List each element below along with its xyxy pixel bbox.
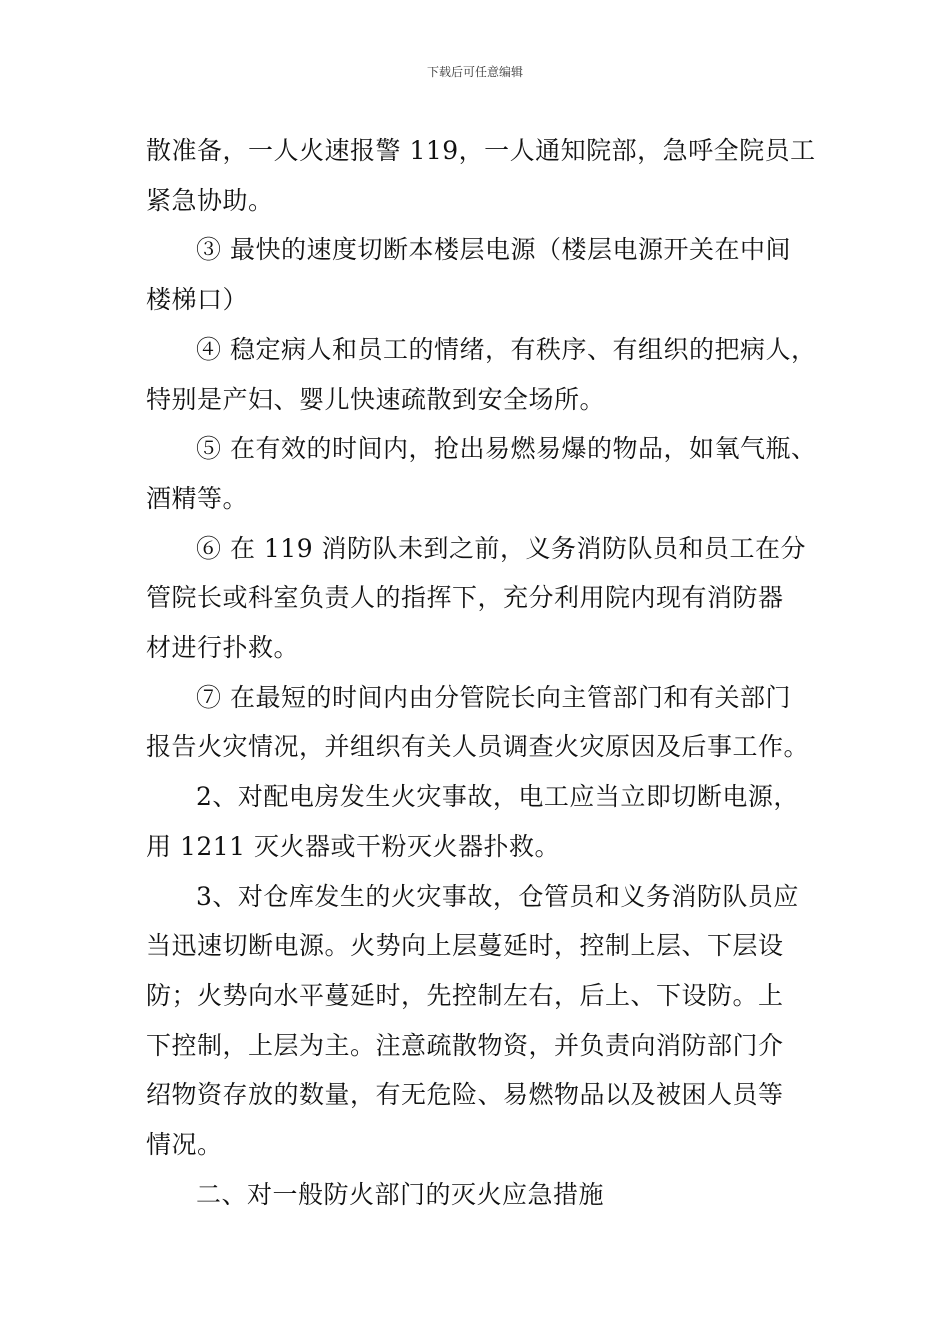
paragraph	[146, 772, 814, 871]
paragraph-line: ⑦ 在最短的时间内由分管院长向主管部门和有关部门	[196, 682, 791, 712]
paragraph-line: 管院长或科室负责人的指挥下，充分利用院内现有消防器	[146, 583, 784, 613]
paragraph-line: 特别是产妇、婴儿快速疏散到安全场所。	[146, 384, 606, 414]
paragraph-line: 情况。	[146, 1130, 223, 1160]
page-header-note: 下载后可任意编辑	[426, 65, 523, 79]
paragraph-line: 绍物资存放的数量，有无危险、易燃物品以及被困人员等	[146, 1080, 784, 1110]
paragraph-line: 用 1211 灭火器或干粉灭火器扑救。	[146, 831, 561, 861]
document-body	[146, 126, 817, 1219]
paragraph	[146, 126, 814, 225]
paragraph-line: ④ 稳定病人和员工的情绪，有秩序、有组织的把病人，	[196, 334, 817, 364]
paragraph	[146, 673, 814, 772]
paragraph-line: 下控制，上层为主。注意疏散物资，并负责向消防部门介	[146, 1030, 784, 1060]
paragraph	[146, 1170, 814, 1220]
paragraph-line: 防；火势向水平蔓延时，先控制左右，后上、下设防。上	[146, 980, 784, 1010]
paragraph-line: 2、对配电房发生火灾事故，电工应当立即切断电源，	[196, 782, 799, 812]
paragraph-line: 当迅速切断电源。火势向上层蔓延时，控制上层、下层设	[146, 931, 784, 961]
paragraph-line: 材进行扑救。	[146, 633, 300, 663]
paragraph	[146, 872, 814, 1170]
paragraph-line: 楼梯口）	[146, 285, 249, 315]
paragraph	[146, 325, 817, 424]
paragraph-line: ⑤ 在有效的时间内，抢出易燃易爆的物品，如氧气瓶、	[196, 434, 817, 464]
paragraph-line: 散准备，一人火速报警 119，一人通知院部，急呼全院员工	[146, 136, 816, 165]
paragraph-line: 紧急协助。	[146, 185, 274, 215]
paragraph-line: 酒精等。	[146, 483, 249, 513]
paragraph-line: 3、对仓库发生的火灾事故，仓管员和义务消防队员应	[196, 881, 799, 911]
paragraph-line: 报告火灾情况，并组织有关人员调查火灾原因及后事工作。	[146, 732, 810, 762]
paragraph	[146, 225, 814, 324]
paragraph	[146, 424, 817, 523]
paragraph	[146, 524, 814, 673]
paragraph-line: ③ 最快的速度切断本楼层电源（楼层电源开关在中间	[196, 235, 791, 265]
paragraph-line: ⑥ 在 119 消防队未到之前，义务消防队员和员工在分	[196, 533, 807, 563]
paragraph-line: 二、对一般防火部门的灭火应急措施	[196, 1179, 605, 1209]
